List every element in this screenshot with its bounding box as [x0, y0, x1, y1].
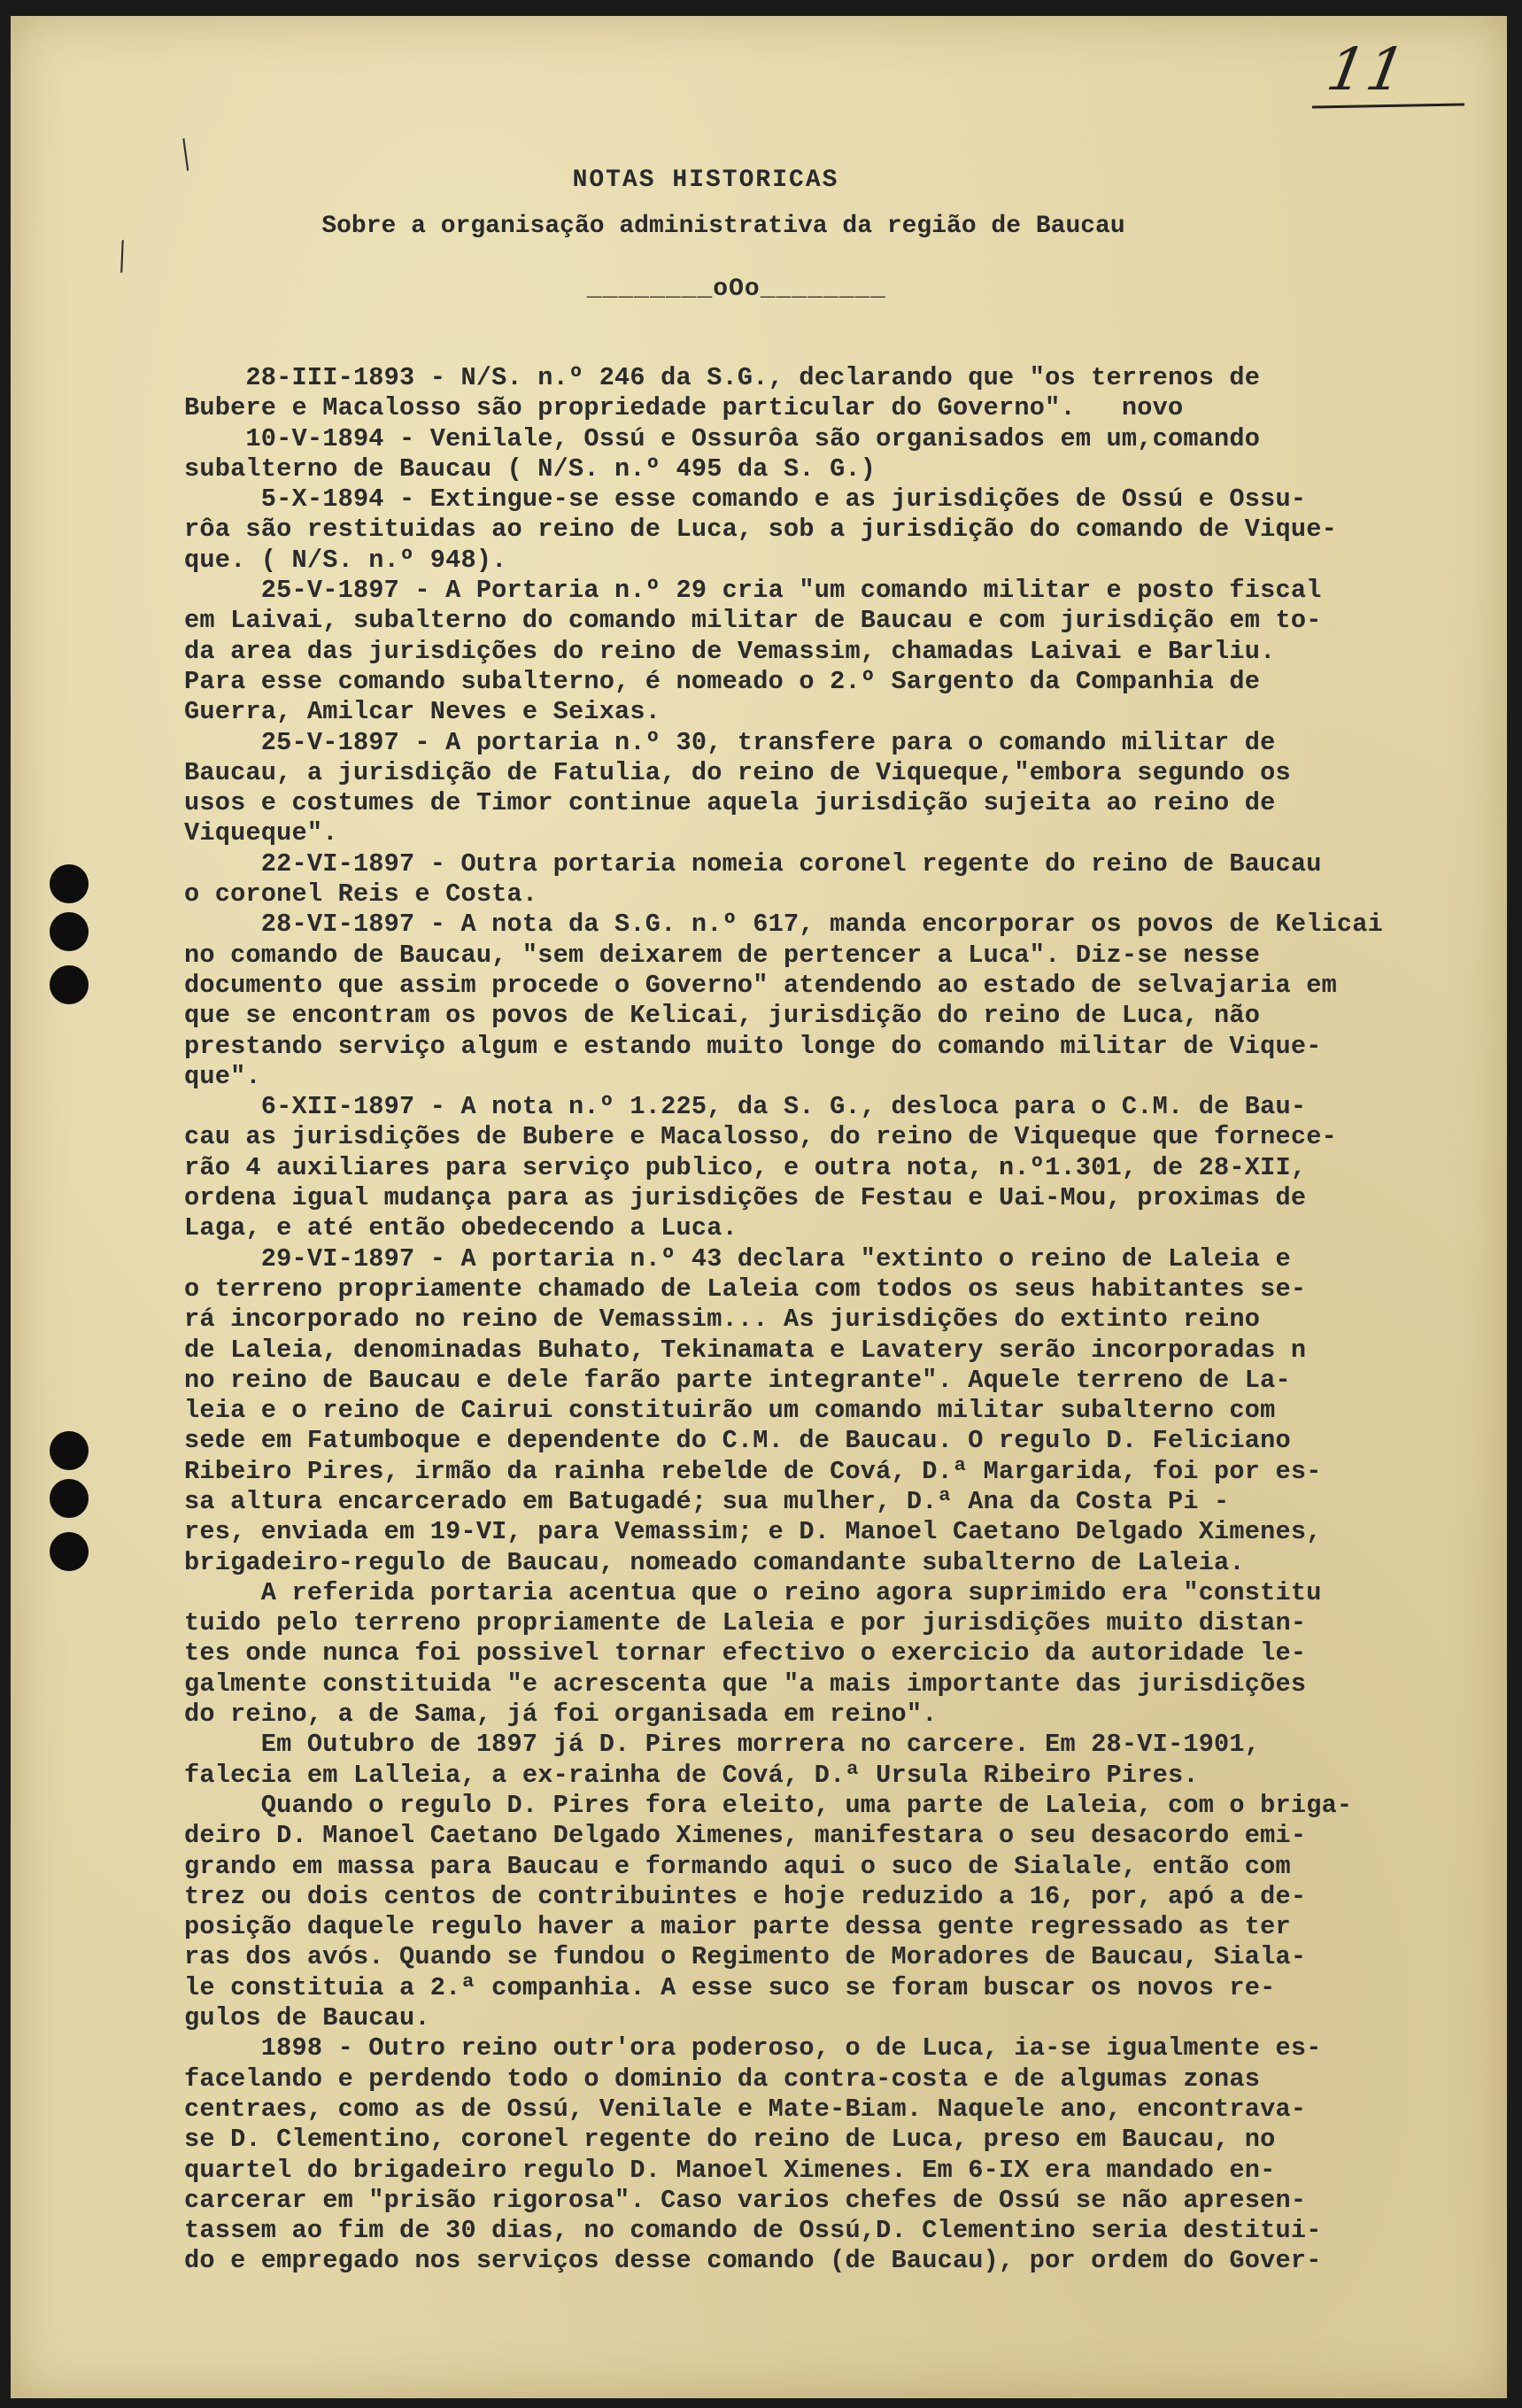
- text-line: 29-VI-1897 - A portaria n.º 43 declara "extinto o reino de Laleia e: [184, 1243, 1291, 1274]
- separator: ________oOo________: [586, 275, 887, 303]
- text-line: 28-VI-1897 - A nota da S.G. n.º 617, manda encorporar os povos de Kelicai: [184, 910, 1384, 940]
- punch-hole: [50, 1532, 89, 1571]
- text-line: 6-XII-1897 - A nota n.º 1.225, da S. G., desloca para o C.M. de Bau-: [184, 1092, 1307, 1122]
- document-subtitle: Sobre a organisação administrativa da região de Baucau: [321, 213, 1125, 240]
- text-line: no comando de Baucau, "sem deixarem de pertencer a Luca". Diz-se nesse: [184, 940, 1261, 970]
- text-line: Quando o regulo D. Pires fora eleito, uma parte de Laleia, com o briga-: [184, 1790, 1353, 1820]
- text-line: de Laleia, denominadas Buhato, Tekinamata e Lavatery serão incorporadas n: [184, 1335, 1307, 1365]
- text-line: ras dos avós. Quando se fundou o Regimento de Moradores de Baucau, Siala-: [184, 1942, 1307, 1972]
- text-line: posição daquele regulo haver a maior parte dessa gente regressado as ter: [184, 1912, 1291, 1942]
- punch-hole: [50, 1479, 89, 1518]
- text-line: do reino, a de Sama, já foi organisada em reino".: [184, 1700, 938, 1730]
- text-line: grando em massa para Baucau e formando aqui o suco de Sialale, então com: [184, 1851, 1291, 1881]
- text-line: Viqueque".: [184, 818, 338, 848]
- text-line: leia e o reino de Cairui constituirão um comando militar subalterno com: [184, 1396, 1276, 1426]
- text-line: do e empregado nos serviços desse comando (de Baucau), por ordem do Gover-: [184, 2246, 1322, 2276]
- text-line: tes onde nunca foi possivel tornar efectivo o exercicio da autoridade le-: [184, 1638, 1307, 1669]
- text-line: o coronel Reis e Costa.: [184, 879, 538, 910]
- text-line: res, enviada em 19-VI, para Vemassim; e D. Manoel Caetano Delgado Ximenes,: [184, 1517, 1322, 1547]
- text-line: 1898 - Outro reino outr'ora poderoso, o de Luca, ia-se igualmente es-: [184, 2033, 1322, 2063]
- text-line: Ribeiro Pires, irmão da rainha rebelde de Cová, D.ª Margarida, foi por es-: [184, 1456, 1322, 1486]
- text-line: que. ( N/S. n.º 948).: [184, 545, 507, 575]
- text-line: no reino de Baucau e dele farão parte integrante". Aquele terreno de La-: [184, 1365, 1291, 1395]
- page-number: 11: [1322, 35, 1412, 104]
- pencil-mark: ╱: [111, 243, 136, 275]
- text-line: Em Outubro de 1897 já D. Pires morrera no carcere. Em 28-VI-1901,: [184, 1730, 1261, 1760]
- punch-hole: [50, 864, 89, 903]
- text-line: le constituia a 2.ª companhia. A esse suco se foram buscar os novos re-: [184, 1972, 1276, 2002]
- text-line: carcerar em "prisão rigorosa". Caso varios chefes de Ossú se não apresen-: [184, 2185, 1307, 2215]
- text-line: sa altura encarcerado em Batugadé; sua mulher, D.ª Ana da Costa Pi -: [184, 1486, 1230, 1516]
- text-line: gulos de Baucau.: [184, 2003, 430, 2033]
- page-number-underline: [1312, 103, 1464, 108]
- text-line: falecia em Lalleia, a ex-rainha de Cová, D.ª Ursula Ribeiro Pires.: [184, 1760, 1199, 1790]
- document-title: NOTAS HISTORICAS: [572, 166, 839, 194]
- text-line: que se encontram os povos de Kelicai, jurisdição do reino de Luca, não: [184, 1001, 1261, 1031]
- text-line: da area das jurisdições do reino de Vemassim, chamadas Laivai e Barliu.: [184, 636, 1276, 666]
- text-line: 5-X-1894 - Extingue-se esse comando e as jurisdições de Ossú e Ossu-: [184, 484, 1307, 515]
- text-line: rá incorporado no reino de Vemassim... As jurisdições do extinto reino: [184, 1305, 1261, 1335]
- text-line: subalterno de Baucau ( N/S. n.º 495 da S. G.): [184, 453, 877, 484]
- text-line: deiro D. Manoel Caetano Delgado Ximenes, manifestara o seu desacordo emi-: [184, 1821, 1307, 1851]
- text-line: em Laivai, subalterno do comando militar de Baucau e com jurisdição em to-: [184, 606, 1322, 636]
- text-line: Baucau, a jurisdição de Fatulia, do reino de Viqueque,"embora segundo os: [184, 757, 1291, 787]
- text-line: Laga, e até então obedecendo a Luca.: [184, 1213, 738, 1243]
- text-line: 25-V-1897 - A portaria n.º 30, transfere para o comando militar de: [184, 727, 1276, 757]
- text-line: brigadeiro-regulo de Baucau, nomeado comandante subalterno de Laleia.: [184, 1547, 1245, 1577]
- punch-hole: [50, 965, 89, 1004]
- text-line: galmente constituida "e acrescenta que "a mais importante das jurisdições: [184, 1669, 1307, 1699]
- text-line: tuido pelo terreno propriamente de Laleia e por jurisdições muito distan-: [184, 1608, 1307, 1638]
- text-line: trez ou dois centos de contribuintes e hoje reduzido a 16, por, apó a de-: [184, 1881, 1307, 1911]
- text-line: 22-VI-1897 - Outra portaria nomeia coronel regente do reino de Baucau: [184, 848, 1322, 879]
- text-line: sede em Fatumboque e dependente do C.M. de Baucau. O regulo D. Feliciano: [184, 1426, 1291, 1456]
- text-line: usos e costumes de Timor continue aquela jurisdição sujeita ao reino de: [184, 788, 1276, 818]
- text-line: prestando serviço algum e estando muito longe do comando militar de Vique-: [184, 1031, 1322, 1061]
- text-line: quartel do brigadeiro regulo D. Manoel Ximenes. Em 6-IX era mandado en-: [184, 2155, 1276, 2185]
- pencil-mark: ╱: [173, 141, 202, 173]
- text-line: Bubere e Macalosso são propriedade particular do Governo". novo: [184, 393, 1184, 423]
- document-page: [11, 16, 1507, 2398]
- text-line: Guerra, Amilcar Neves e Seixas.: [184, 697, 661, 727]
- text-line: centraes, como as de Ossú, Venilale e Mate-Biam. Naquele ano, encontrava-: [184, 2094, 1307, 2124]
- text-line: tassem ao fim de 30 dias, no comando de Ossú,D. Clementino seria destitui-: [184, 2216, 1322, 2246]
- text-line: 28-III-1893 - N/S. n.º 246 da S.G., declarando que "os terrenos de: [184, 363, 1261, 392]
- text-line: 10-V-1894 - Venilale, Ossú e Ossurôa são organisados em um,comando: [184, 423, 1261, 453]
- text-line: rão 4 auxiliares para serviço publico, e outra nota, n.º1.301, de 28-XII,: [184, 1152, 1307, 1182]
- text-line: A referida portaria acentua que o reino agora suprimido era "constitu: [184, 1577, 1322, 1607]
- text-line: cau as jurisdições de Bubere e Macalosso, do reino de Viqueque que fornece-: [184, 1122, 1337, 1152]
- punch-hole: [50, 912, 89, 951]
- punch-hole: [50, 1431, 89, 1470]
- text-line: Para esse comando subalterno, é nomeado o 2.º Sargento da Companhia de: [184, 666, 1261, 696]
- text-line: que".: [184, 1061, 261, 1091]
- text-line: documento que assim procede o Governo" atendendo ao estado de selvajaria em: [184, 970, 1337, 1000]
- text-line: 25-V-1897 - A Portaria n.º 29 cria "um comando militar e posto fiscal: [184, 576, 1322, 606]
- text-line: se D. Clementino, coronel regente do reino de Luca, preso em Baucau, no: [184, 2125, 1276, 2155]
- text-line: rôa são restituidas ao reino de Luca, sob a jurisdição do comando de Vique-: [184, 515, 1337, 545]
- text-line: ordena igual mudança para as jurisdições de Festau e Uai-Mou, proximas de: [184, 1183, 1307, 1213]
- text-line: o terreno propriamente chamado de Laleia com todos os seus habitantes se-: [184, 1274, 1307, 1304]
- document-body: [184, 363, 1507, 2277]
- text-line: facelando e perdendo todo o dominio da contra-costa e de algumas zonas: [184, 2063, 1261, 2094]
